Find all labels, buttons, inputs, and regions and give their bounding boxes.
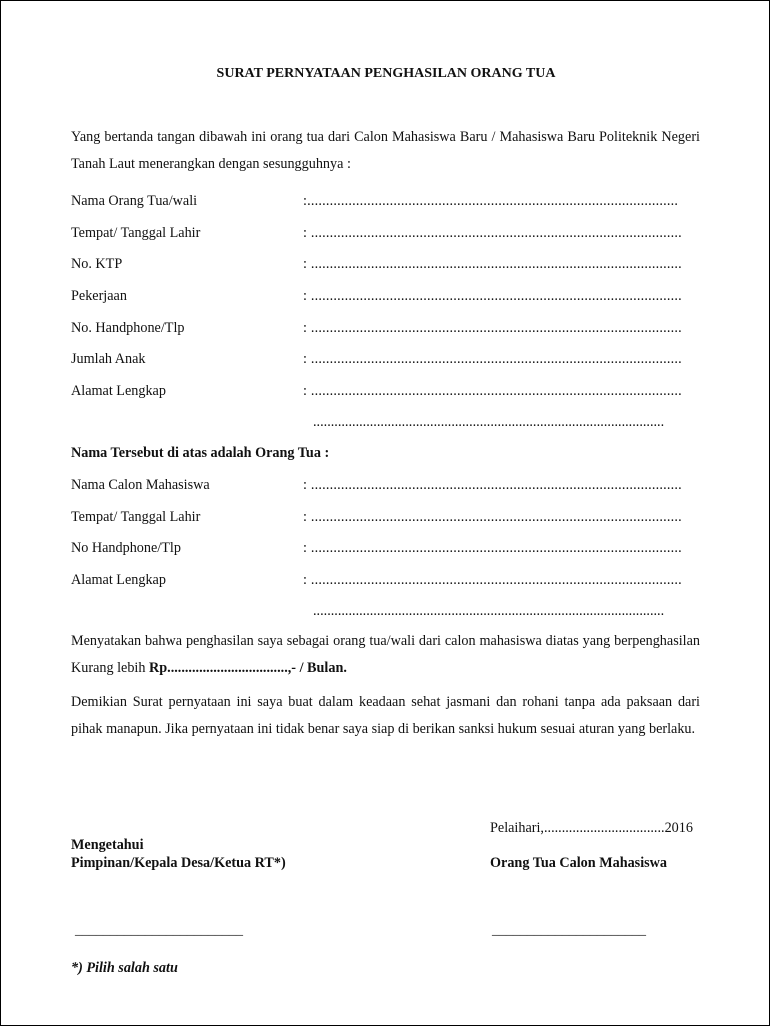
- student-section-heading: Nama Tersebut di atas adalah Orang Tua :: [71, 445, 330, 461]
- field-fill-occupation: : ...................................................................................................: [303, 288, 682, 304]
- field-fill-parent-address-line2: ...................................................................................................: [313, 414, 665, 430]
- field-fill-student-address-line2: ...................................................................................................: [313, 603, 665, 619]
- closing-paragraph: Demikian Surat pernyataan ini saya buat dalam keadaan sehat jasmani dan rohani tanpa ada paksaan dari pihak manapun. Jika pernyataan ini tidak benar saya siap di berikan sanksi hukum sesuai aturan yang berlaku.: [71, 694, 700, 737]
- left-sign-heading: Mengetahui: [71, 837, 144, 853]
- field-fill-student-address: : ...................................................................................................: [303, 572, 682, 588]
- field-fill-parent-name: :...................................................................................................: [303, 193, 679, 209]
- field-fill-parent-phone: : ...................................................................................................: [303, 320, 682, 336]
- field-fill-parent-birth: : ...................................................................................................: [303, 225, 682, 241]
- place-date: Pelaihari,..................................2016: [490, 820, 693, 836]
- field-fill-student-phone: : ...................................................................................................: [303, 540, 682, 556]
- left-sign-title: Pimpinan/Kepala Desa/Ketua RT*): [71, 855, 286, 871]
- field-label-parent-phone: No. Handphone/Tlp: [71, 320, 185, 336]
- field-label-parent-address: Alamat Lengkap: [71, 383, 166, 399]
- field-label-student-birth: Tempat/ Tanggal Lahir: [71, 509, 201, 525]
- right-sign-title: Orang Tua Calon Mahasiswa: [490, 855, 667, 871]
- field-fill-ktp: : ...................................................................................................: [303, 256, 682, 272]
- left-signature-line: ________________________: [75, 923, 243, 938]
- right-signature-line: ______________________: [492, 923, 646, 938]
- footnote: *) Pilih salah satu: [71, 960, 178, 976]
- income-amount: Rp..................................,- / Bulan.: [149, 660, 347, 676]
- field-label-parent-birth: Tempat/ Tanggal Lahir: [71, 225, 201, 241]
- field-label-student-address: Alamat Lengkap: [71, 572, 166, 588]
- field-fill-parent-address: : ...................................................................................................: [303, 383, 682, 399]
- field-label-occupation: Pekerjaan: [71, 288, 127, 304]
- field-fill-student-birth: : ...................................................................................................: [303, 509, 682, 525]
- field-label-student-name: Nama Calon Mahasiswa: [71, 477, 210, 493]
- field-label-student-phone: No Handphone/Tlp: [71, 540, 181, 556]
- field-label-children-count: Jumlah Anak: [71, 351, 146, 367]
- field-label-ktp: No. KTP: [71, 256, 123, 272]
- income-statement: [71, 628, 700, 682]
- field-fill-children-count: : ...................................................................................................: [303, 351, 682, 367]
- field-fill-student-name: : ...................................................................................................: [303, 477, 682, 493]
- intro-paragraph: Yang bertanda tangan dibawah ini orang tua dari Calon Mahasiswa Baru / Mahasiswa Baru Politeknik Negeri Tanah Laut menerangkan dengan sesungguhnya :: [71, 129, 700, 172]
- field-label-parent-name: Nama Orang Tua/wali: [71, 193, 198, 209]
- income-statement-text: Menyatakan bahwa penghasilan saya sebagai orang tua/wali dari calon mahasiswa diatas yang berpenghasilan Kurang lebih: [71, 633, 700, 676]
- document-title: SURAT PERNYATAAN PENGHASILAN ORANG TUA: [216, 66, 556, 81]
